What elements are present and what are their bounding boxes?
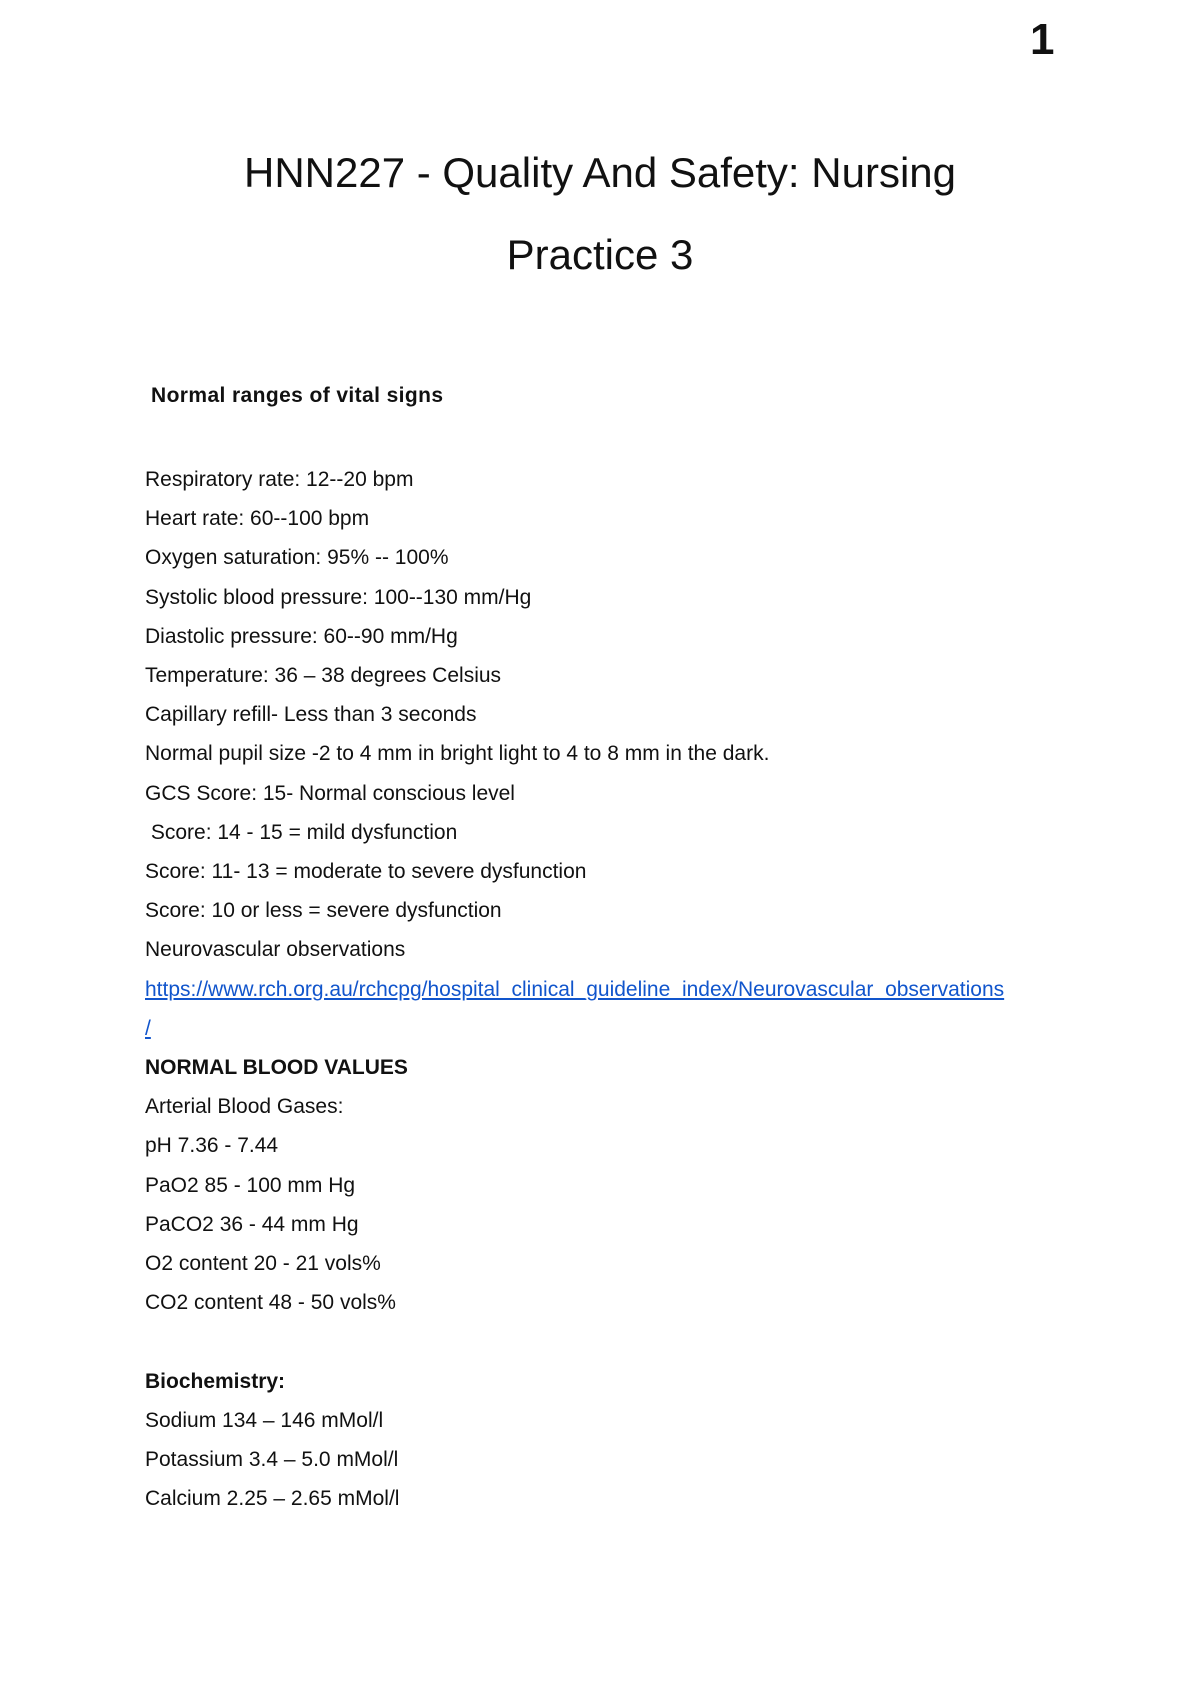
vital-respiratory-rate: Respiratory rate: 12--20 bpm — [145, 468, 414, 491]
vital-capillary-refill: Capillary refill- Less than 3 seconds — [145, 703, 477, 727]
biochemistry-heading: Biochemistry: — [145, 1369, 286, 1393]
neurovascular-label: Neurovascular observations — [145, 938, 406, 962]
abg-ph: pH 7.36 - 7.44 — [145, 1134, 279, 1158]
vital-diastolic-pressure: Diastolic pressure: 60--90 mm/Hg — [145, 624, 458, 648]
document-title-line-2: Practice 3 — [506, 231, 694, 278]
gcs-mild: Score: 14 - 15 = mild dysfunction — [145, 820, 458, 844]
vital-oxygen-saturation: Oxygen saturation: 95% -- 100% — [145, 546, 449, 570]
abg-o2-content: O2 content 20 - 21 vols% — [145, 1252, 381, 1276]
biochem-potassium: Potassium 3.4 – 5.0 mMol/l — [145, 1448, 399, 1472]
page-number: 1 — [1030, 15, 1055, 64]
vital-gcs-score: GCS Score: 15- Normal conscious level — [145, 781, 515, 805]
gcs-moderate: Score: 11- 13 = moderate to severe dysfunction — [145, 860, 587, 884]
vital-pupil-size: Normal pupil size -2 to 4 mm in bright light to 4 to 8 mm in the dark. — [145, 742, 770, 766]
document-title-line-1: HNN227 - Quality And Safety: Nursing — [244, 149, 956, 196]
vitals-heading: Normal ranges of vital signs — [151, 384, 444, 407]
document-body — [145, 460, 1065, 1518]
vital-heart-rate: Heart rate: 60--100 bpm — [145, 507, 370, 531]
abg-pao2: PaO2 85 - 100 mm Hg — [145, 1173, 356, 1197]
neurovascular-link[interactable]: https://www.rch.org.au/rchcpg/hospital_clinical_guideline_index/Neurovascular_observations — [145, 977, 1005, 1001]
vital-systolic-pressure: Systolic blood pressure: 100--130 mm/Hg — [145, 585, 532, 609]
blood-values-heading: NORMAL BLOOD VALUES — [145, 1056, 408, 1080]
spacer — [145, 1322, 1065, 1361]
vital-temperature: Temperature: 36 – 38 degrees Celsius — [145, 664, 502, 688]
abg-paco2: PaCO2 36 - 44 mm Hg — [145, 1212, 359, 1236]
neurovascular-link-end[interactable]: / — [145, 1016, 151, 1040]
abg-label: Arterial Blood Gases: — [145, 1095, 344, 1119]
gcs-severe: Score: 10 or less = severe dysfunction — [145, 899, 502, 923]
abg-co2-content: CO2 content 48 - 50 vols% — [145, 1291, 396, 1315]
biochem-sodium: Sodium 134 – 146 mMol/l — [145, 1408, 384, 1432]
biochem-calcium: Calcium 2.25 – 2.65 mMol/l — [145, 1487, 400, 1511]
